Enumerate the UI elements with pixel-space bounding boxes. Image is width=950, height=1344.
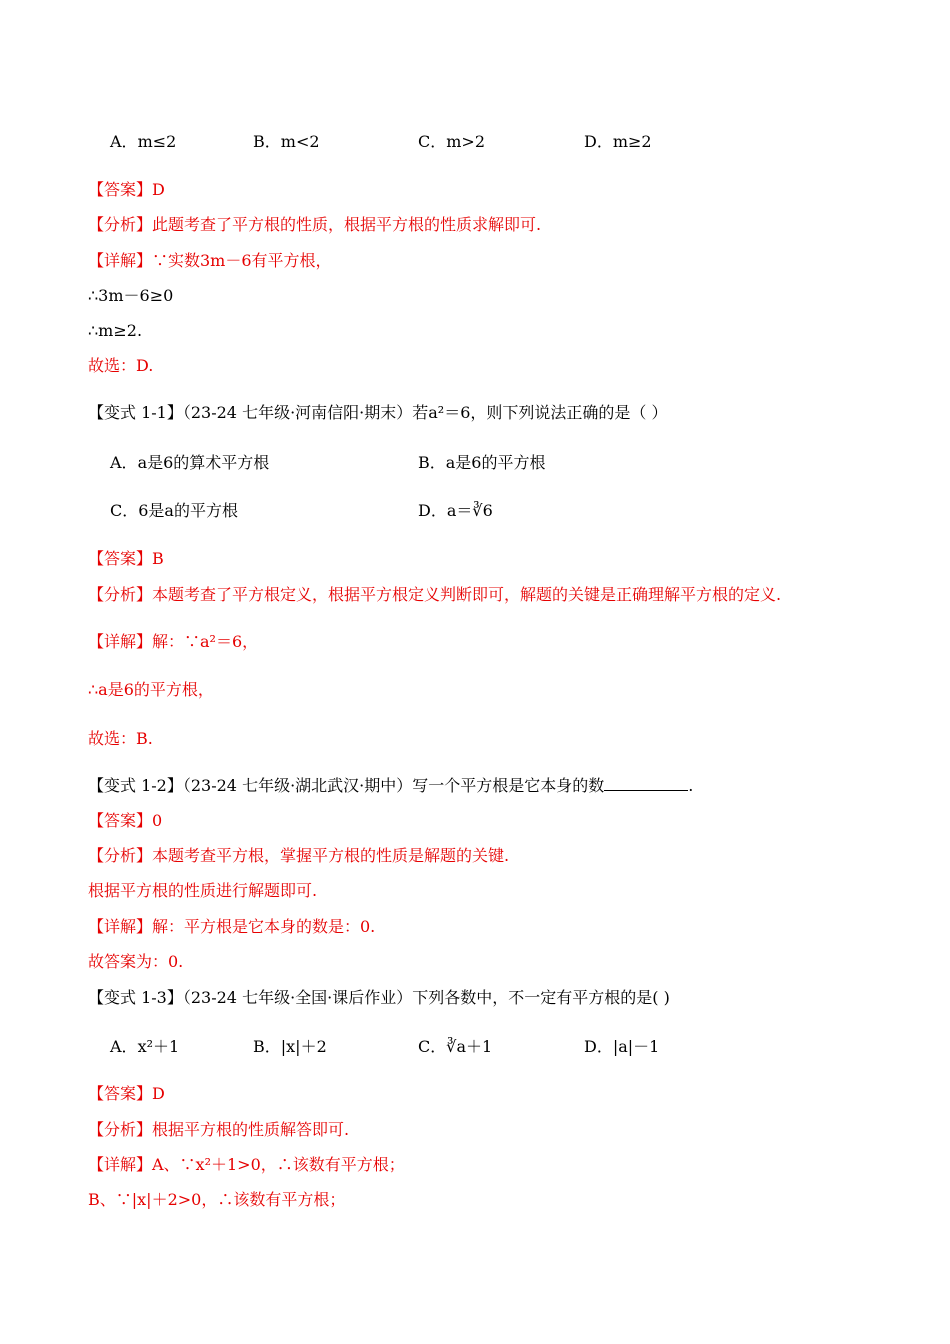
q4-detail-2: B、∵|x|＋2>0，∴该数有平方根； bbox=[88, 1190, 346, 1209]
q2-detail: 【详解】解：∵a²＝6， bbox=[88, 632, 259, 651]
q4-analysis: 【分析】根据平方根的性质解答即可. bbox=[88, 1120, 350, 1139]
q3-detail: 【详解】解：平方根是它本身的数是：0. bbox=[88, 917, 376, 936]
q2-option-a: A．a是6的算术平方根 bbox=[110, 453, 270, 472]
q1-step1: ∴3m－6≥0 bbox=[88, 286, 174, 305]
q3-answer-blank[interactable] bbox=[604, 774, 688, 791]
q1-step2: ∴m≥2. bbox=[88, 321, 143, 340]
q2-option-b: B．a是6的平方根 bbox=[418, 453, 546, 472]
q1-option-a: A．m≤2 bbox=[110, 132, 177, 151]
q1-option-b: B．m<2 bbox=[253, 132, 320, 151]
q1-detail: 【详解】∵实数3m－6有平方根， bbox=[88, 251, 332, 270]
q4-option-d: D．|a|－1 bbox=[584, 1037, 660, 1056]
q1-option-c: C．m>2 bbox=[418, 132, 486, 151]
q3-analysis-2: 根据平方根的性质进行解题即可. bbox=[88, 881, 318, 900]
q4-option-a: A．x²＋1 bbox=[110, 1037, 180, 1056]
q4-detail: 【详解】A、∵x²＋1>0，∴该数有平方根； bbox=[88, 1155, 405, 1174]
q4-option-c: C．∛a＋1 bbox=[418, 1037, 493, 1056]
q1-analysis: 【分析】此题考查了平方根的性质，根据平方根的性质求解即可. bbox=[88, 215, 542, 234]
q1-answer: 【答案】D bbox=[88, 180, 165, 199]
q2-header: 【变式 1-1】（23-24 七年级·河南信阳·期末）若a²＝6，则下列说法正确的是（ ） bbox=[88, 403, 668, 422]
q4-option-b: B．|x|＋2 bbox=[253, 1037, 327, 1056]
q3-analysis: 【分析】本题考查平方根，掌握平方根的性质是解题的关键. bbox=[88, 846, 510, 865]
q3-header: 【变式 1-2】（23-24 七年级·湖北武汉·期中）写一个平方根是它本身的数 . bbox=[88, 776, 694, 795]
q2-analysis: 【分析】本题考查了平方根定义，根据平方根定义判断即可，解题的关键是正确理解平方根的定义. bbox=[88, 585, 782, 604]
q2-step1: ∴a是6的平方根， bbox=[88, 680, 214, 699]
q1-option-d: D．m≥2 bbox=[584, 132, 652, 151]
q2-option-d: D．a＝∛6 bbox=[418, 501, 493, 520]
q2-answer: 【答案】B bbox=[88, 549, 164, 568]
q2-choice: 故选：B. bbox=[88, 729, 153, 748]
q2-option-c: C．6是a的平方根 bbox=[110, 501, 238, 520]
q1-choice: 故选：D. bbox=[88, 356, 154, 375]
q4-header: 【变式 1-3】（23-24 七年级·全国·课后作业）下列各数中，不一定有平方根的是( ) bbox=[88, 988, 670, 1007]
q4-answer: 【答案】D bbox=[88, 1084, 165, 1103]
q3-answer: 【答案】0 bbox=[88, 811, 163, 830]
q3-choice: 故答案为：0. bbox=[88, 952, 184, 971]
